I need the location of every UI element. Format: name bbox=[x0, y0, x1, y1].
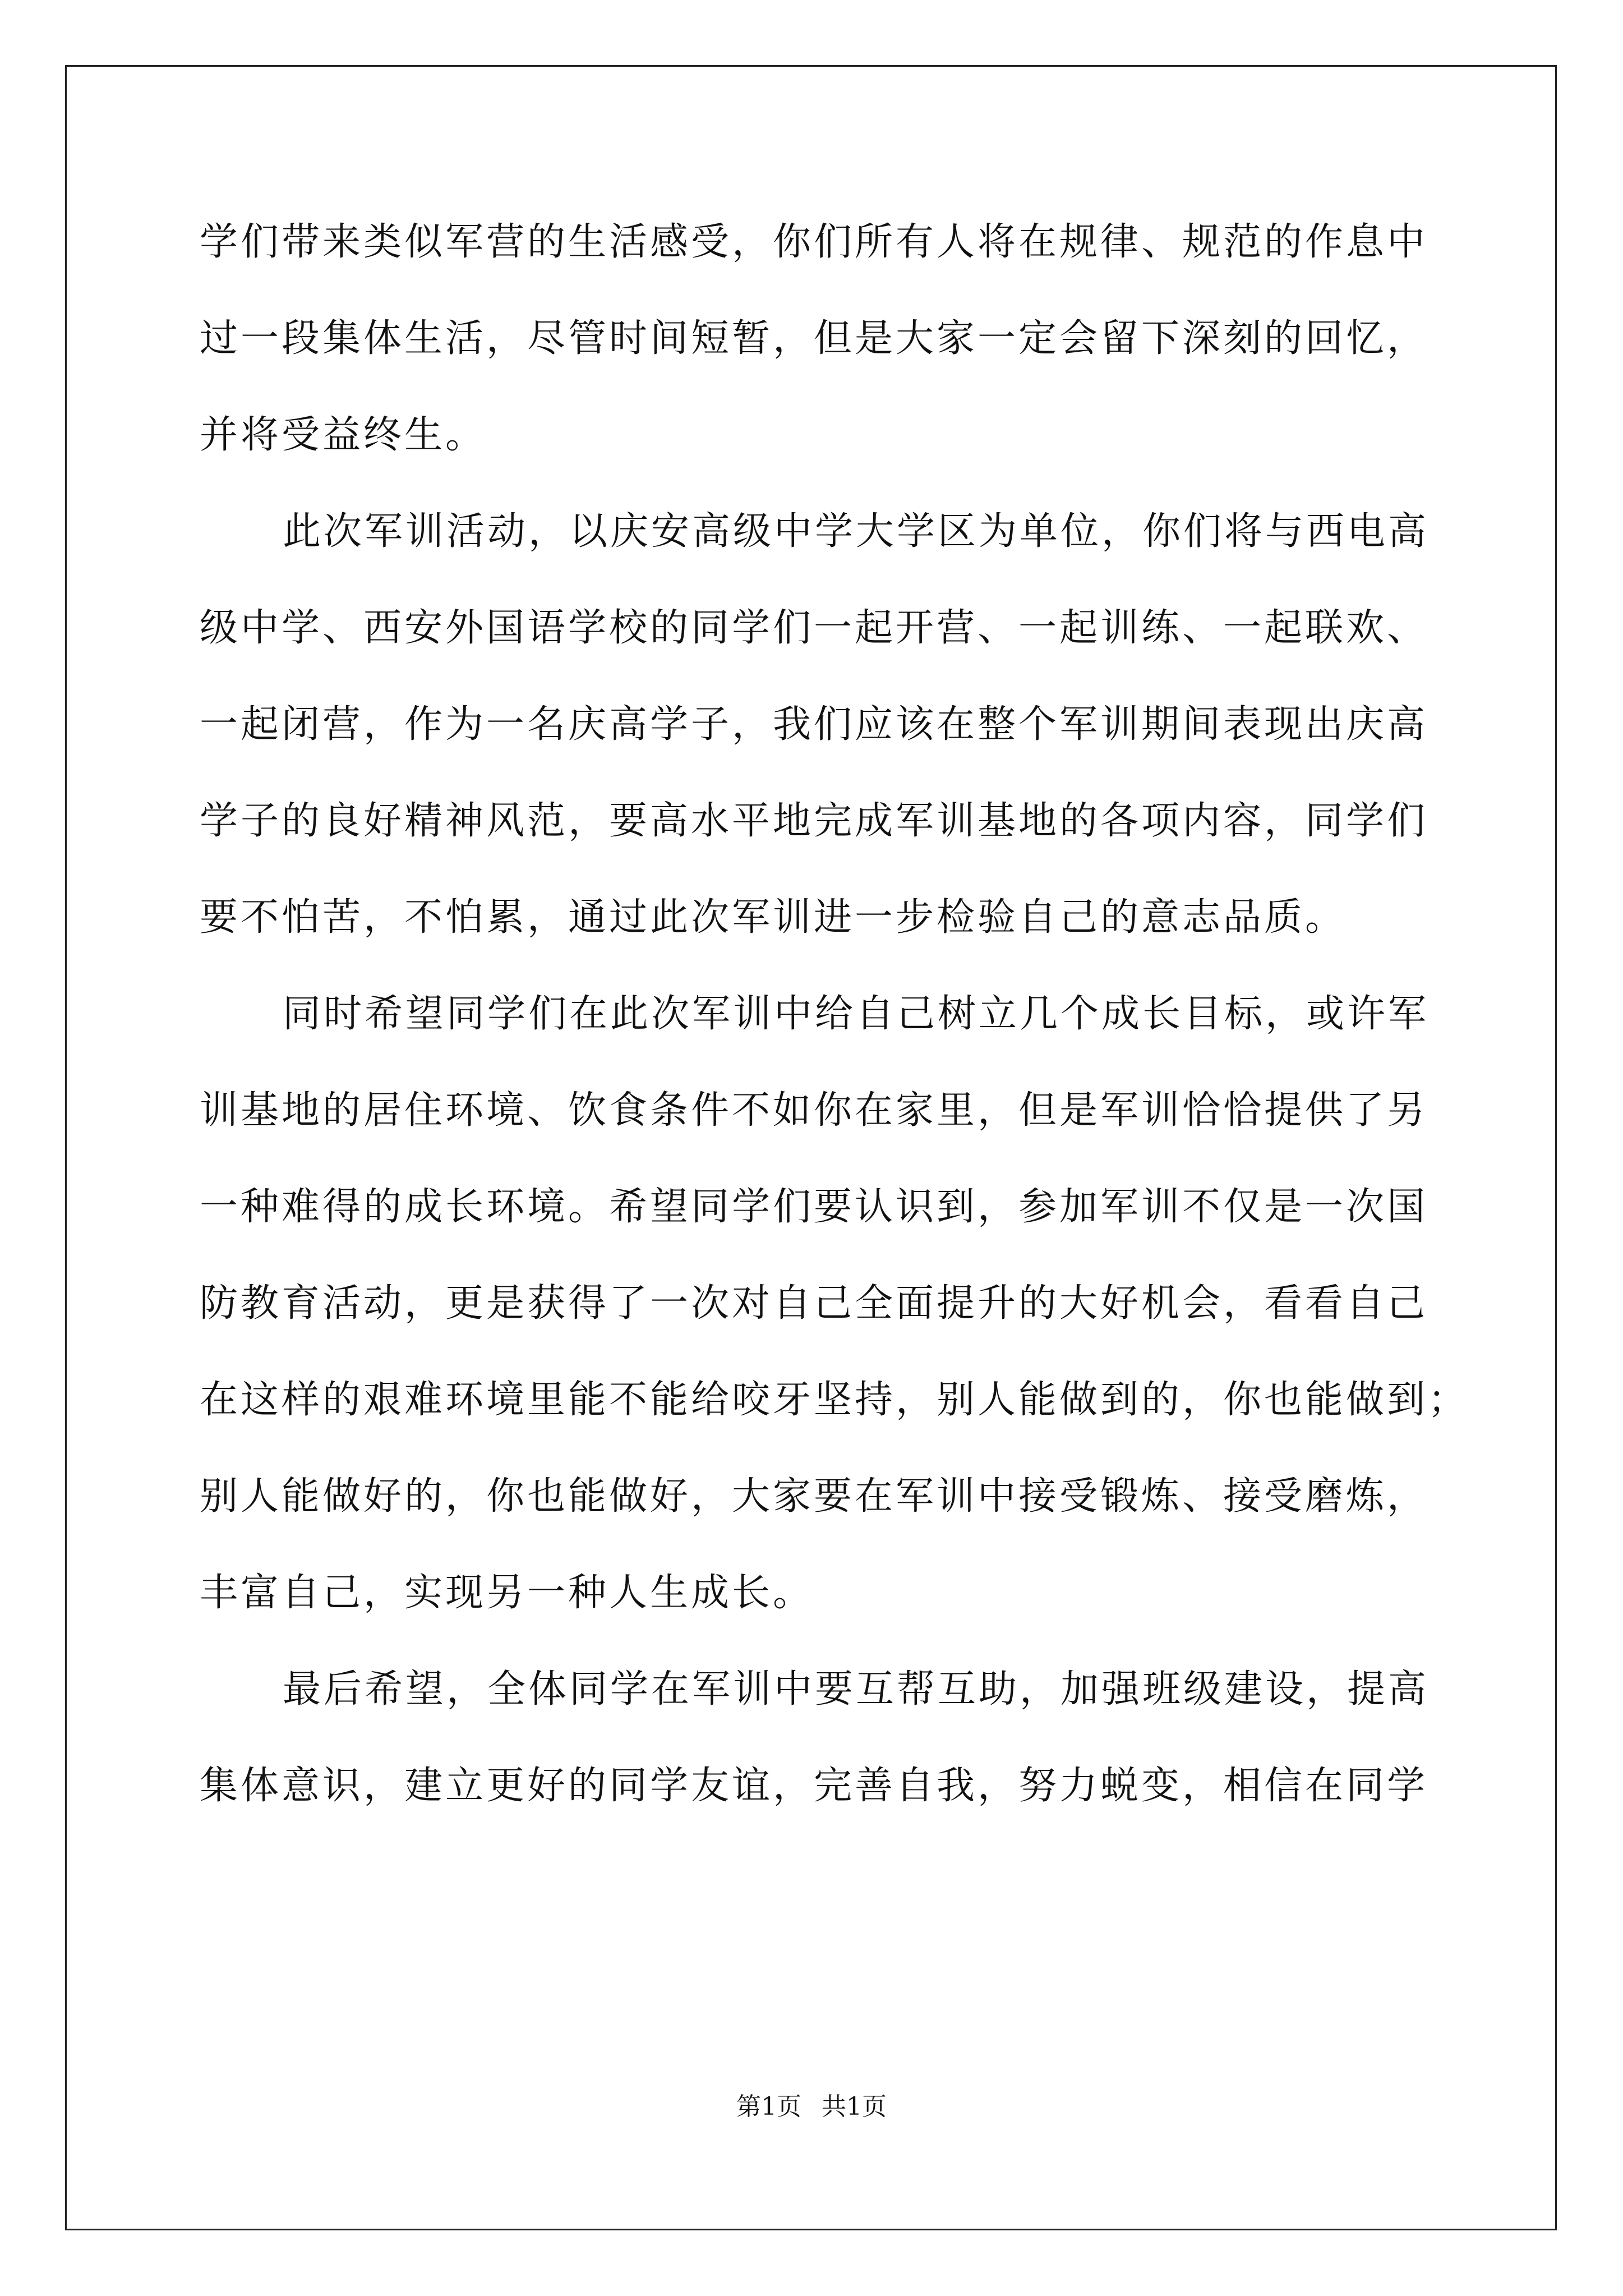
text-line: 过一段集体生活，尽管时间短暂，但是大家一定会留下深刻的回忆， bbox=[200, 316, 1428, 361]
text-line: 一起闭营，作为一名庆高学子，我们应该在整个军训期间表现出庆高 bbox=[200, 702, 1428, 747]
total-pages: 共1页 bbox=[822, 2092, 887, 2121]
paragraph-start-line: 此次军训活动，以庆安高级中学大学区为单位，你们将与西电高 bbox=[283, 509, 1430, 554]
paragraph-start-line: 最后希望，全体同学在军训中要互帮互助，加强班级建设，提高 bbox=[283, 1667, 1430, 1711]
text-line: 训基地的居住环境、饮食条件不如你在家里，但是军训恰恰提供了另 bbox=[200, 1088, 1428, 1133]
text-line: 学子的良好精神风范，要高水平地完成军训基地的各项内容，同学们 bbox=[200, 799, 1428, 843]
text-line: 级中学、西安外国语学校的同学们一起开营、一起训练、一起联欢、 bbox=[200, 606, 1428, 650]
text-line: 防教育活动，更是获得了一次对自己全面提升的大好机会，看看自己 bbox=[200, 1281, 1428, 1326]
paragraph-start-line: 同时希望同学们在此次军训中给自己树立几个成长目标，或许军 bbox=[283, 992, 1430, 1036]
text-line: 并将受益终生。 bbox=[200, 413, 487, 457]
text-line: 一种难得的成长环境。希望同学们要认识到，参加军训不仅是一次国 bbox=[200, 1185, 1428, 1229]
text-line: 别人能做好的，你也能做好，大家要在军训中接受锻炼、接受磨炼， bbox=[200, 1474, 1428, 1519]
text-line: 集体意识，建立更好的同学友谊，完善自我，努力蜕变，相信在同学 bbox=[200, 1764, 1428, 1808]
text-line: 要不怕苦，不怕累，通过此次军训进一步检验自己的意志品质。 bbox=[200, 895, 1347, 940]
text-line: 丰富自己，实现另一种人生成长。 bbox=[200, 1571, 814, 1615]
page-number: 第1页 bbox=[736, 2092, 801, 2121]
page-footer bbox=[0, 2092, 1623, 2122]
text-line: 在这样的艰难环境里能不能给咬牙坚持，别人能做到的，你也能做到； bbox=[200, 1378, 1469, 1422]
text-line: 学们带来类似军营的生活感受，你们所有人将在规律、规范的作息中 bbox=[200, 220, 1428, 264]
document-body bbox=[200, 220, 1469, 1860]
